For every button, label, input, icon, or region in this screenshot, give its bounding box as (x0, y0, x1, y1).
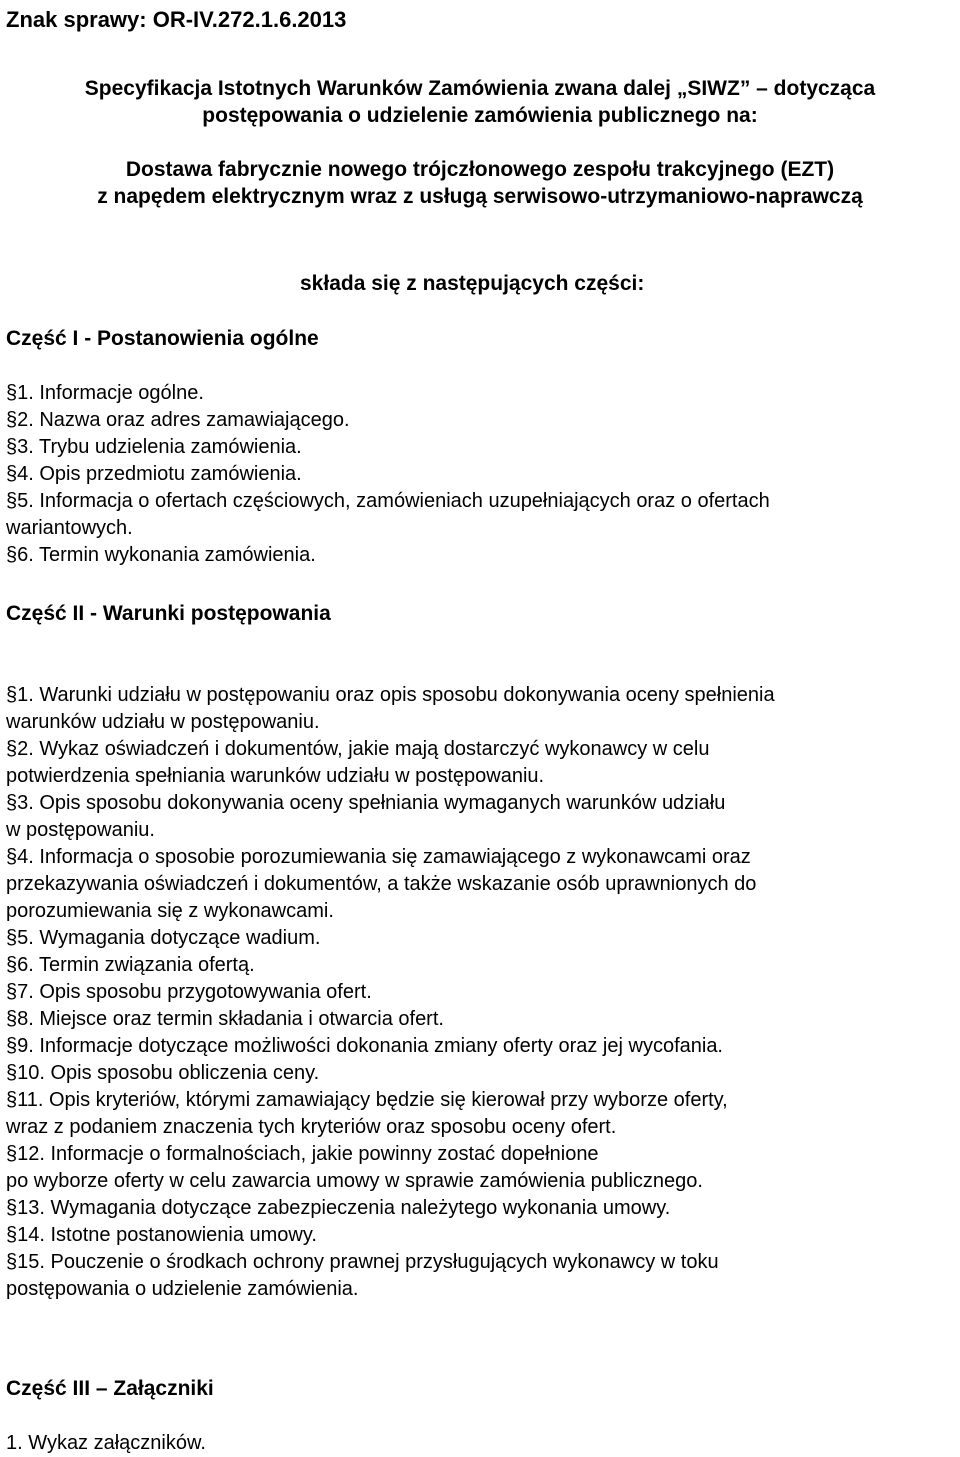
part-2-title: Część II - Warunki postępowania (6, 602, 331, 625)
header-line-2: postępowania o udzielenie zamówienia publicznego na: (202, 104, 758, 127)
list-item: §5. Informacja o ofertach częściowych, zamówieniach uzupełniających oraz o ofertach (6, 490, 770, 512)
list-item-continuation: potwierdzenia spełniania warunków udziału w postępowaniu. (6, 765, 545, 787)
list-item-continuation: po wyborze oferty w celu zawarcia umowy w sprawie zamówienia publicznego. (6, 1170, 703, 1192)
list-item: §4. Opis przedmiotu zamówienia. (6, 463, 302, 485)
part-3-title: Część III – Załączniki (6, 1377, 214, 1400)
header-line-1: Specyfikacja Istotnych Warunków Zamówienia zwana dalej „SIWZ” – dotycząca (84, 77, 876, 100)
header-line-3: Dostawa fabrycznie nowego trójczłonowego zespołu trakcyjnego (EZT) (125, 158, 835, 181)
part-1-title: Część I - Postanowienia ogólne (6, 327, 319, 350)
list-item: §5. Wymagania dotyczące wadium. (6, 927, 321, 949)
list-item: §2. Nazwa oraz adres zamawiającego. (6, 409, 350, 431)
list-item: §4. Informacja o sposobie porozumiewania się zamawiającego z wykonawcami oraz (6, 846, 751, 868)
list-item: §3. Trybu udzielenia zamówienia. (6, 436, 302, 458)
list-item: §14. Istotne postanowienia umowy. (6, 1224, 317, 1246)
list-item-continuation: warunków udziału w postępowaniu. (6, 711, 320, 733)
list-item: §2. Wykaz oświadczeń i dokumentów, jakie mają dostarczyć wykonawcy w celu (6, 738, 710, 760)
header-line-4: z napędem elektrycznym wraz z usługą serwisowo-utrzymaniowo-naprawczą (97, 185, 863, 208)
list-item: §9. Informacje dotyczące możliwości dokonania zmiany oferty oraz jej wycofania. (6, 1035, 723, 1057)
list-item: §6. Termin wykonania zamówienia. (6, 544, 316, 566)
list-item: §15. Pouczenie o środkach ochrony prawnej przysługujących wykonawcy w toku (6, 1251, 719, 1273)
consists-of-label: składa się z następujących części: (300, 272, 645, 295)
list-item-continuation: porozumiewania się z wykonawcami. (6, 900, 334, 922)
list-item: 1. Wykaz załączników. (6, 1432, 206, 1454)
list-item-continuation: postępowania o udzielenie zamówienia. (6, 1278, 359, 1300)
list-item: §12. Informacje o formalnościach, jakie powinny zostać dopełnione (6, 1143, 599, 1165)
list-item: §11. Opis kryteriów, którymi zamawiający będzie się kierował przy wyborze oferty, (6, 1089, 728, 1111)
list-item: §13. Wymagania dotyczące zabezpieczenia należytego wykonania umowy. (6, 1197, 671, 1219)
list-item: §1. Informacje ogólne. (6, 382, 204, 404)
list-item: §7. Opis sposobu przygotowywania ofert. (6, 981, 372, 1003)
list-item: §3. Opis sposobu dokonywania oceny spełniania wymaganych warunków udziału (6, 792, 726, 814)
list-item-continuation: wraz z podaniem znaczenia tych kryteriów oraz sposobu oceny ofert. (6, 1116, 617, 1138)
list-item: §8. Miejsce oraz termin składania i otwarcia ofert. (6, 1008, 444, 1030)
list-item-continuation: wariantowych. (6, 517, 133, 539)
list-item: §6. Termin związania ofertą. (6, 954, 255, 976)
list-item-continuation: przekazywania oświadczeń i dokumentów, a także wskazanie osób uprawnionych do (6, 873, 757, 895)
list-item: §10. Opis sposobu obliczenia ceny. (6, 1062, 320, 1084)
list-item: §1. Warunki udziału w postępowaniu oraz opis sposobu dokonywania oceny spełnienia (6, 684, 775, 706)
case-reference: Znak sprawy: OR-IV.272.1.6.2013 (6, 7, 347, 32)
list-item-continuation: w postępowaniu. (6, 819, 155, 841)
